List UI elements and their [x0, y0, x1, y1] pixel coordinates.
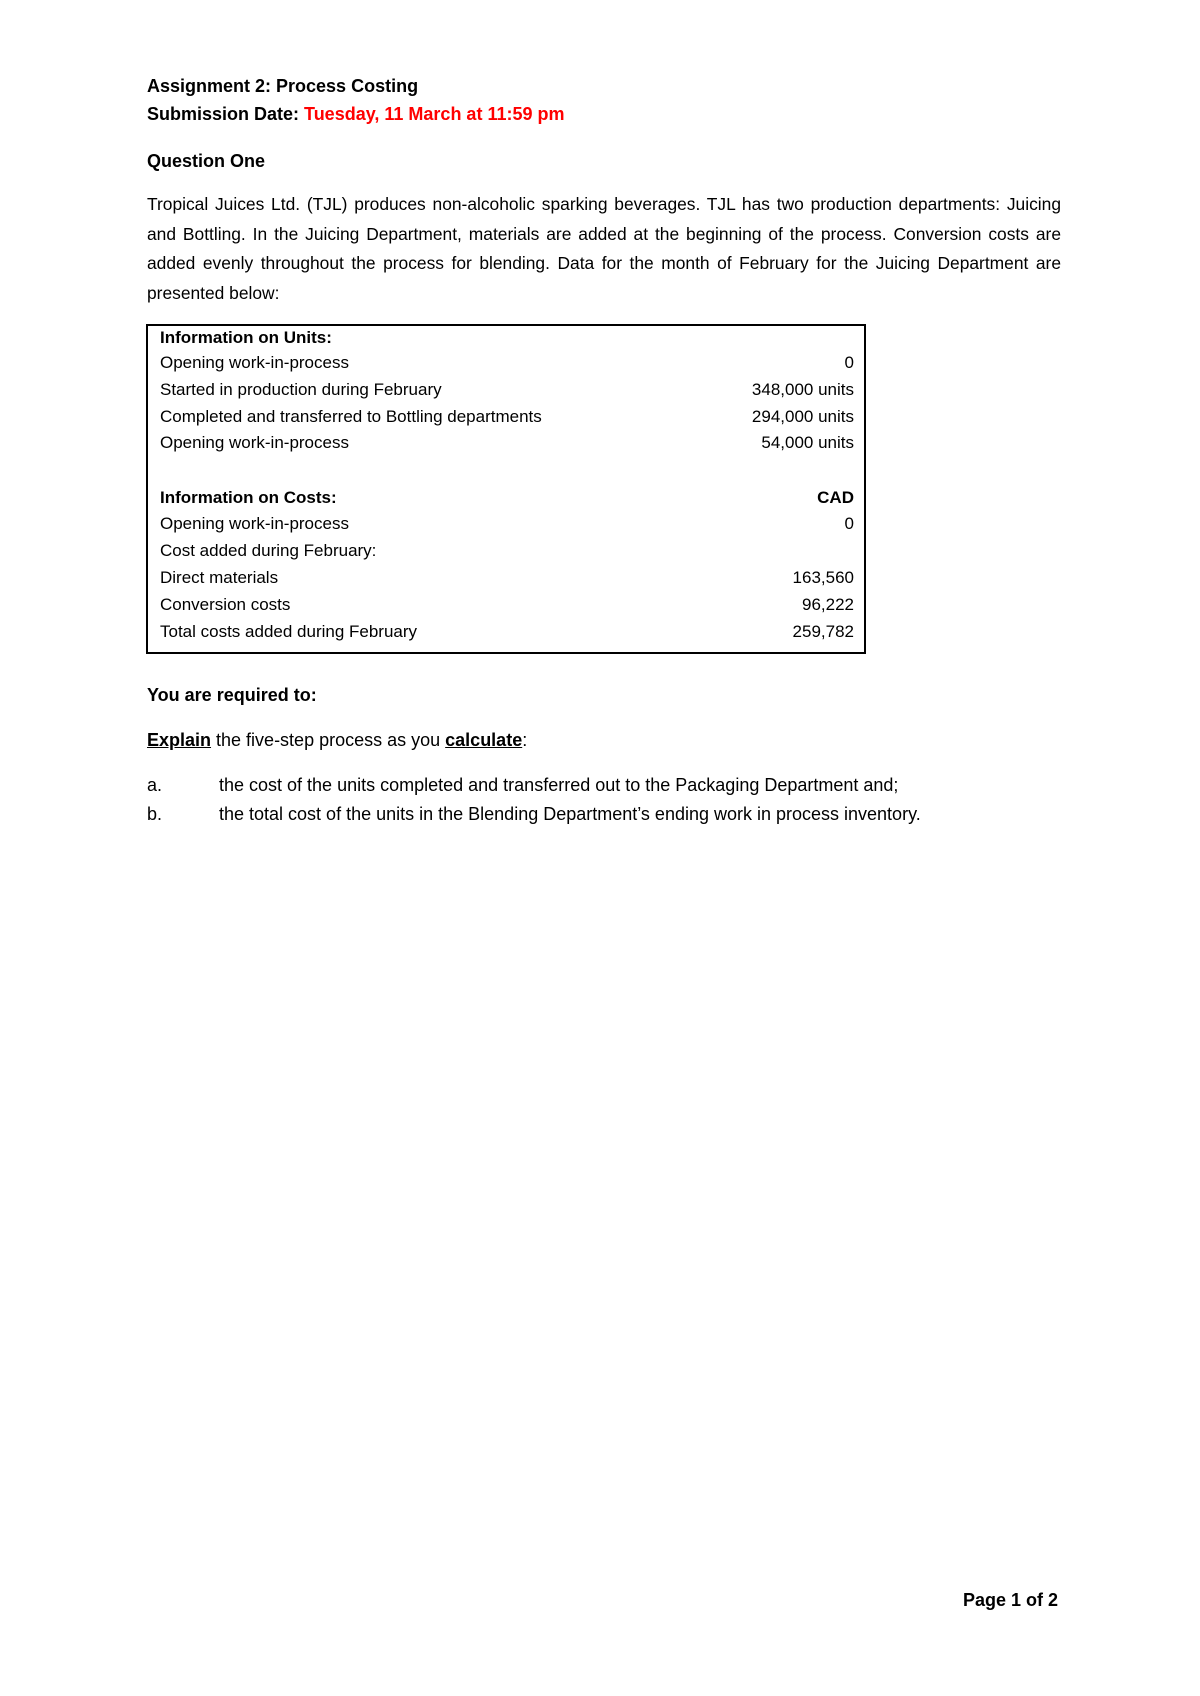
row-label: Total costs added during February	[160, 622, 418, 641]
instruction-middle: the five-step process as you	[211, 730, 446, 750]
question-paragraph: Tropical Juices Ltd. (TJL) produces non-alcoholic sparking beverages. TJL has two production departments: Juicing and Bottling. In the Juicing Department, materials are added at the beginning of the process. Conversion costs are added evenly throughout the process for blending. Data for the month of February for the Juicing Department are presented below:	[147, 194, 1061, 303]
table-row	[160, 619, 854, 645]
submission-date-value: Tuesday, 11 March at 11:59 pm	[304, 104, 565, 124]
table-row	[160, 377, 854, 403]
costs-heading-row	[160, 485, 854, 511]
costs-heading: Information on Costs:	[160, 488, 337, 507]
assignment-title: Assignment 2: Process Costing	[147, 76, 419, 96]
units-heading: Information on Units:	[160, 328, 332, 347]
row-label: Cost added during February:	[160, 541, 377, 560]
row-value: 0	[844, 514, 854, 533]
list-item-text: the cost of the units completed and transferred out to the Packaging Department and;	[219, 775, 899, 795]
table-row	[160, 538, 854, 564]
page-number: Page 1 of 2	[963, 1590, 1059, 1610]
row-value: 259,782	[792, 622, 854, 641]
list-item-text: the total cost of the units in the Blending Department’s ending work in process inventory.	[219, 804, 921, 824]
instruction-line	[147, 727, 527, 753]
calculate-word: calculate	[445, 730, 523, 750]
table-row	[160, 404, 854, 430]
row-value: 348,000 units	[751, 380, 854, 399]
table-row	[160, 350, 854, 376]
row-label: Opening work-in-process	[160, 353, 349, 372]
row-label: Completed and transferred to Bottling departments	[160, 407, 542, 426]
instruction-colon: :	[522, 730, 528, 750]
row-label: Conversion costs	[160, 595, 291, 614]
data-table	[146, 324, 866, 654]
list-item	[147, 772, 898, 798]
currency-label: CAD	[817, 488, 854, 507]
list-marker: a.	[147, 775, 163, 795]
requirements-heading: You are required to:	[147, 685, 317, 705]
submission-date	[147, 101, 565, 127]
row-value: 163,560	[792, 568, 854, 587]
row-label: Opening work-in-process	[160, 514, 349, 533]
explain-word: Explain	[147, 730, 212, 750]
row-label: Direct materials	[160, 568, 279, 587]
row-label: Started in production during February	[160, 380, 442, 399]
table-row	[160, 511, 854, 537]
list-item	[147, 801, 921, 827]
row-value: 54,000 units	[761, 433, 854, 452]
row-label: Opening work-in-process	[160, 433, 349, 452]
table-row	[160, 565, 854, 591]
table-row	[160, 592, 854, 618]
units-heading-row	[160, 325, 854, 351]
question-heading: Question One	[147, 151, 266, 171]
table-row	[160, 430, 854, 456]
list-marker: b.	[147, 804, 163, 824]
submission-date-label: Submission Date:	[147, 104, 305, 124]
row-value: 294,000 units	[751, 407, 854, 426]
row-value: 0	[844, 353, 854, 372]
row-value: 96,222	[802, 595, 854, 614]
